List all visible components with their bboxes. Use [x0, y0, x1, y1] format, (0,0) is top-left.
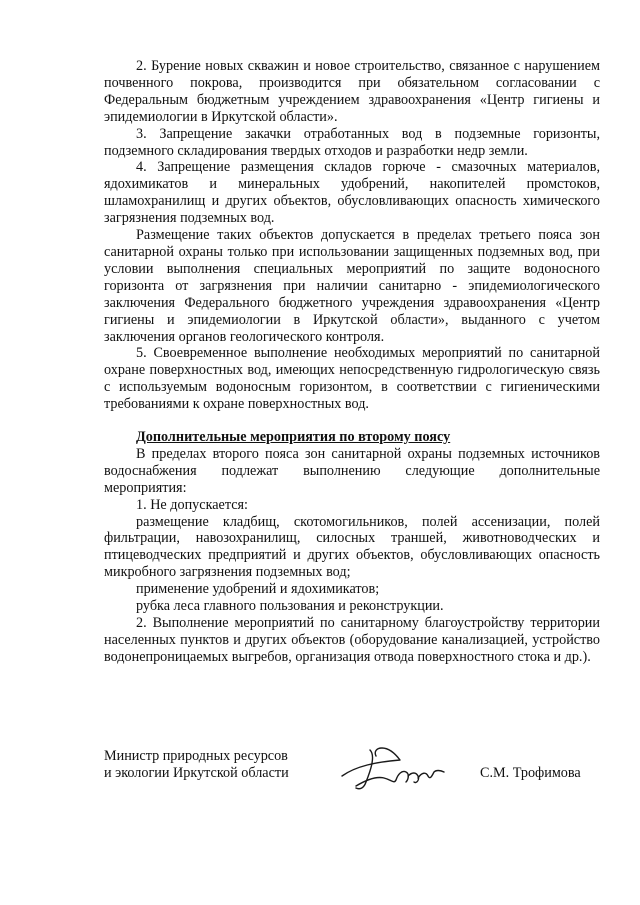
paragraph-surface-water: 5. Своевременное выполнение необходимых мероприятий по санитарной охране поверхностных вод, имеющих непосредственную гидрологическую связь с используемым водоносным горизонтом, в соответствии с гигиеническими требованиями к охране поверхностных вод.	[104, 345, 600, 413]
paragraph-drilling: 2. Бурение новых скважин и новое строительство, связанное с нарушением почвенного покрова, производится при обязательном согласовании с Федеральным бюджетным учреждением здравоохранения «Центр гигиены и эпидемиологии в Иркутской области».	[104, 58, 600, 125]
document-body	[104, 58, 600, 666]
minister-title-line1: Министр природных ресурсов	[104, 748, 288, 764]
paragraph-logging: рубка леса главного пользования и реконструкции.	[136, 598, 444, 615]
signature-block	[104, 748, 604, 808]
paragraph-storage-ban: 4. Запрещение размещения складов горюче - смазочных материалов, ядохимикатов и минеральных удобрений, накопителей промстоков, шламохранилищ и других объектов, обусловливающих опасность химического загрязнения подземных вод.	[104, 159, 600, 227]
section-heading: Дополнительные мероприятия по второму поясу	[136, 429, 451, 446]
handwritten-signature	[336, 736, 456, 794]
signer-name: С.М. Трофимова	[480, 765, 581, 781]
minister-title	[104, 748, 289, 782]
section-spacer	[104, 413, 600, 429]
paragraph-injection-ban: 3. Запрещение закачки отработанных вод в подземные горизонты, подземного складирования твердых отходов и разработки недр земли.	[104, 125, 600, 159]
minister-title-line2: и экологии Иркутской области	[104, 765, 289, 781]
paragraph-fertilizers: применение удобрений и ядохимикатов;	[136, 581, 380, 598]
paragraph-second-belt-intro: В пределах второго пояса зон санитарной охраны подземных источников водоснабжения подлежат выполнению следующие дополнительные мероприятия:	[104, 445, 600, 496]
paragraph-not-allowed: 1. Не допускается:	[136, 496, 248, 513]
paragraph-improvement: 2. Выполнение мероприятий по санитарному благоустройству территории населенных пунктов и других объектов (оборудование канализацией, устройство водонепроницаемых выгребов, организация отвода поверхностного стока и др.).	[104, 615, 600, 665]
paragraph-placement-list: размещение кладбищ, скотомогильников, полей ассенизации, полей фильтрации, навозохранилищ, силосных траншей, животноводческих и птицеводческих предприятий и других объектов, обусловливающих опасность микробного загрязнения подземных вод;	[104, 513, 600, 581]
paragraph-placement-conditions: Размещение таких объектов допускается в пределах третьего пояса зон санитарной охраны только при использовании защищенных подземных вод, при условии выполнения специальных мероприятий по защите водоносного горизонта от загрязнения при наличии санитарно - эпидемиологического заключения Федерального бюджетного учреждения здравоохранения «Центр гигиены и эпидемиологии в Иркутской области», выданного с учетом заключения органов геологического контроля.	[104, 227, 600, 345]
